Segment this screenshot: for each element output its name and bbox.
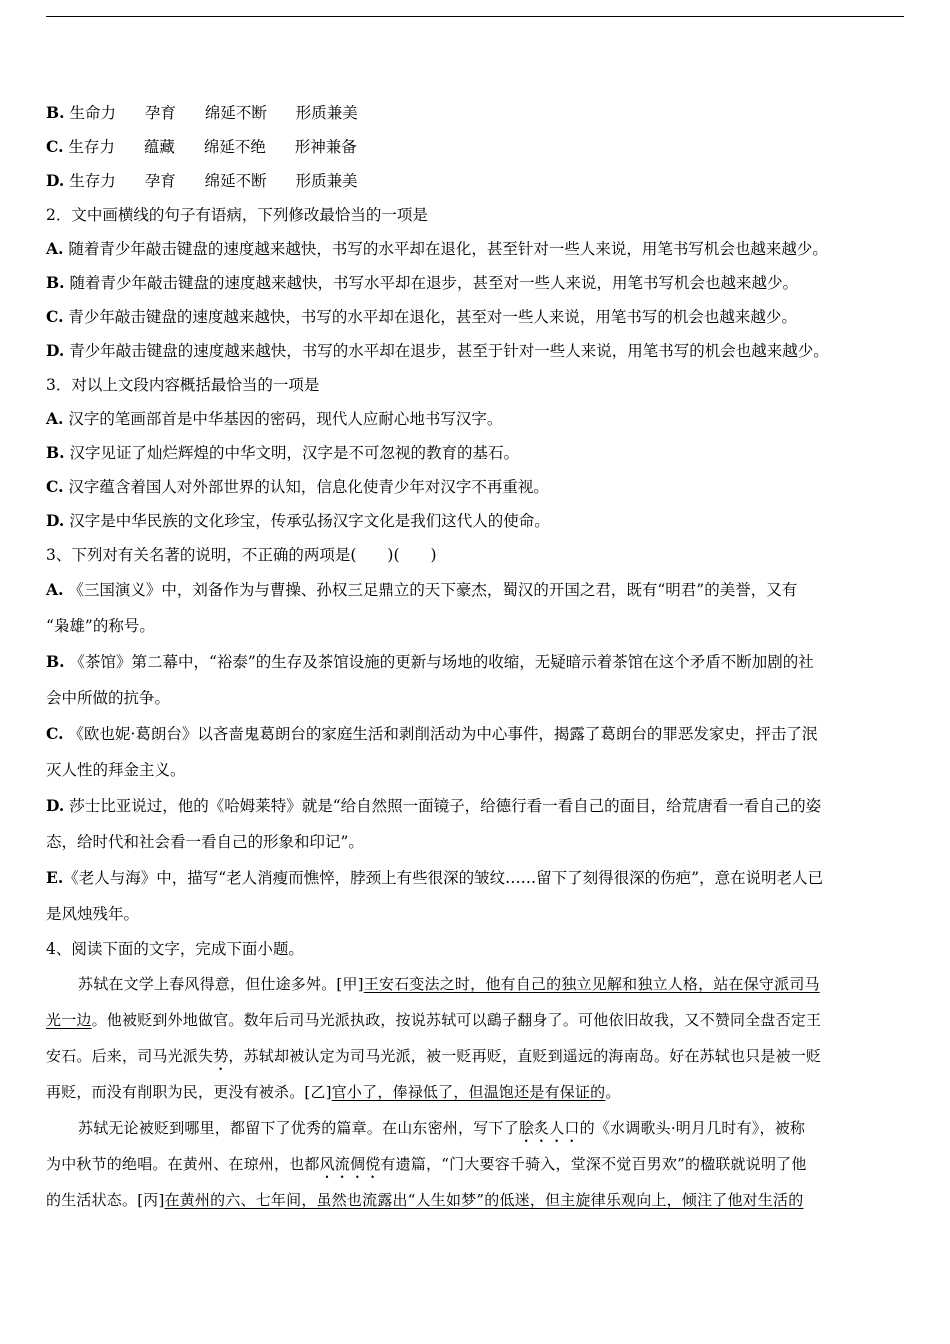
passage-p1-line1: 苏轼在文学上春风得意，但仕途多舛。[甲]王安石变法之时，他有自己的独立见解和独立人格，站在保守派司马 bbox=[78, 975, 820, 993]
underlined-sentence-jia: 王安石变法之时，他有自己的独立见解和独立人格，站在保守派司马 bbox=[363, 975, 820, 993]
underlined-sentence-bing: 在黄州的六、七年间，虽然也流露出“人生如梦”的低迷，但主旋律乐观向上，倾注了他对生活的 bbox=[164, 1191, 804, 1209]
q3-stem: 3．对以上文段内容概括最恰当的一项是 bbox=[46, 376, 320, 394]
q3b-option-b-cont: 会中所做的抗争。 bbox=[46, 689, 171, 707]
q4-stem: 4、阅读下面的文字，完成下面小题。 bbox=[46, 940, 304, 958]
q3b-option-c-cont: 灭人性的拜金主义。 bbox=[46, 761, 186, 779]
passage-p1-line4: 再贬，而没有削职为民，更没有被杀。[乙]官小了，俸禄低了，但温饱还是有保证的。 bbox=[46, 1083, 621, 1101]
passage-p2-line3: 的生活状态。[丙]在黄州的六、七年间，虽然也流露出“人生如梦”的低迷，但主旋律乐观向上，倾注了他对生活的 bbox=[46, 1191, 804, 1209]
underlined-sentence-yi: 官小了，俸禄低了，但温饱还是有保证的 bbox=[331, 1083, 606, 1101]
q2-option-d: D. 青少年敲击键盘的速度越来越快，书写的水平却在退步，甚至于针对一些人来说，用笔书写的机会也越来越少。 bbox=[46, 341, 829, 360]
q3-option-a: A. 汉字的笔画部首是中华基因的密码，现代人应耐心地书写汉字。 bbox=[46, 409, 503, 428]
passage-p1-line3: 安石。后来，司马光派失势，苏轼却被认定为司马光派，被一贬再贬，直贬到遥远的海南岛。好在苏轼也只是被一贬 bbox=[46, 1047, 822, 1065]
dotted-char: 势 bbox=[213, 1047, 229, 1065]
passage-p2-line2: 为中秋节的绝唱。在黄州、在琼州，也都风流倜傥有遗篇，“门大要容千骑入，堂深不觉百男欢”的楹联就说明了他 bbox=[46, 1155, 807, 1173]
q3b-option-c: C. 《欧也妮·葛朗台》以吝啬鬼葛朗台的家庭生活和剥削活动为中心事件，揭露了葛朗台的罪恶发家史，抨击了泯 bbox=[46, 724, 818, 743]
passage-p2-line1: 苏轼无论被贬到哪里，都留下了优秀的篇章。在山东密州，写下了脍炙人口的《水调歌头·明月几时有》，被称 bbox=[78, 1119, 806, 1137]
q1-option-c: C. 生存力 蕴藏 绵延不绝 形神兼备 bbox=[46, 137, 357, 156]
q2-stem: 2．文中画横线的句子有语病，下列修改最恰当的一项是 bbox=[46, 206, 428, 224]
q3b-option-d: D. 莎士比亚说过，他的《哈姆莱特》就是“给自然照一面镜子，给德行看一看自己的面目，给荒唐看一看自己的姿 bbox=[46, 796, 822, 815]
q3b-stem: 3、下列对有关名著的说明，不正确的两项是( )( ) bbox=[46, 546, 437, 564]
header-rule bbox=[46, 16, 904, 17]
q3b-option-e-cont: 是风烛残年。 bbox=[46, 905, 140, 923]
dotted-phrase-1: 脍炙人口 bbox=[518, 1119, 580, 1137]
underlined-sentence-jia-cont: 光一边 bbox=[46, 1011, 92, 1029]
dotted-phrase-2: 风流倜傥 bbox=[319, 1155, 381, 1173]
q3-option-c: C. 汉字蕴含着国人对外部世界的认知，信息化使青少年对汉字不再重视。 bbox=[46, 477, 549, 496]
passage-p1-line2: 光一边。他被贬到外地做官。数年后司马光派执政，按说苏轼可以鷂子翻身了。可他依旧故我，又不赞同全盘否定王 bbox=[46, 1011, 822, 1029]
q2-option-b: B. 随着青少年敲击键盘的速度越来越快，书写水平却在退步，甚至对一些人来说，用笔书写机会也越来越少。 bbox=[46, 273, 798, 292]
q3b-option-a-cont: “枭雄”的称号。 bbox=[46, 617, 155, 635]
q1-option-b: B. 生命力 孕育 绵延不断 形质兼美 bbox=[46, 103, 358, 122]
document-body bbox=[46, 96, 906, 1218]
q2-option-c: C. 青少年敲击键盘的速度越来越快，书写的水平却在退化，甚至对一些人来说，用笔书写的机会也越来越少。 bbox=[46, 307, 797, 326]
q2-option-a: A. 随着青少年敲击键盘的速度越来越快，书写的水平却在退化，甚至针对一些人来说，用笔书写机会也越来越少。 bbox=[46, 239, 828, 258]
reading-passage bbox=[46, 966, 906, 1218]
q3b-option-e: E.《老人与海》中，描写“老人消瘦而憔悴，脖颈上有些很深的皱纹……留下了刻得很深的伤疤”，意在说明老人已 bbox=[46, 868, 824, 887]
q3-option-d: D. 汉字是中华民族的文化珍宝，传承弘扬汉字文化是我们这代人的使命。 bbox=[46, 511, 550, 530]
q3b-option-a: A. 《三国演义》中，刘备作为与曹操、孙权三足鼎立的天下豪杰，蜀汉的开国之君，既有“明君”的美誉，又有 bbox=[46, 580, 798, 599]
q3-option-b: B. 汉字见证了灿烂辉煌的中华文明，汉字是不可忽视的教育的基石。 bbox=[46, 443, 519, 462]
q3b-option-d-cont: 态，给时代和社会看一看自己的形象和印记”。 bbox=[46, 833, 364, 851]
q1-option-d: D. 生存力 孕育 绵延不断 形质兼美 bbox=[46, 171, 358, 190]
q3b-option-b: B. 《茶馆》第二幕中，“裕泰”的生存及茶馆设施的更新与场地的收缩，无疑暗示着茶馆在这个矛盾不断加剧的社 bbox=[46, 652, 814, 671]
